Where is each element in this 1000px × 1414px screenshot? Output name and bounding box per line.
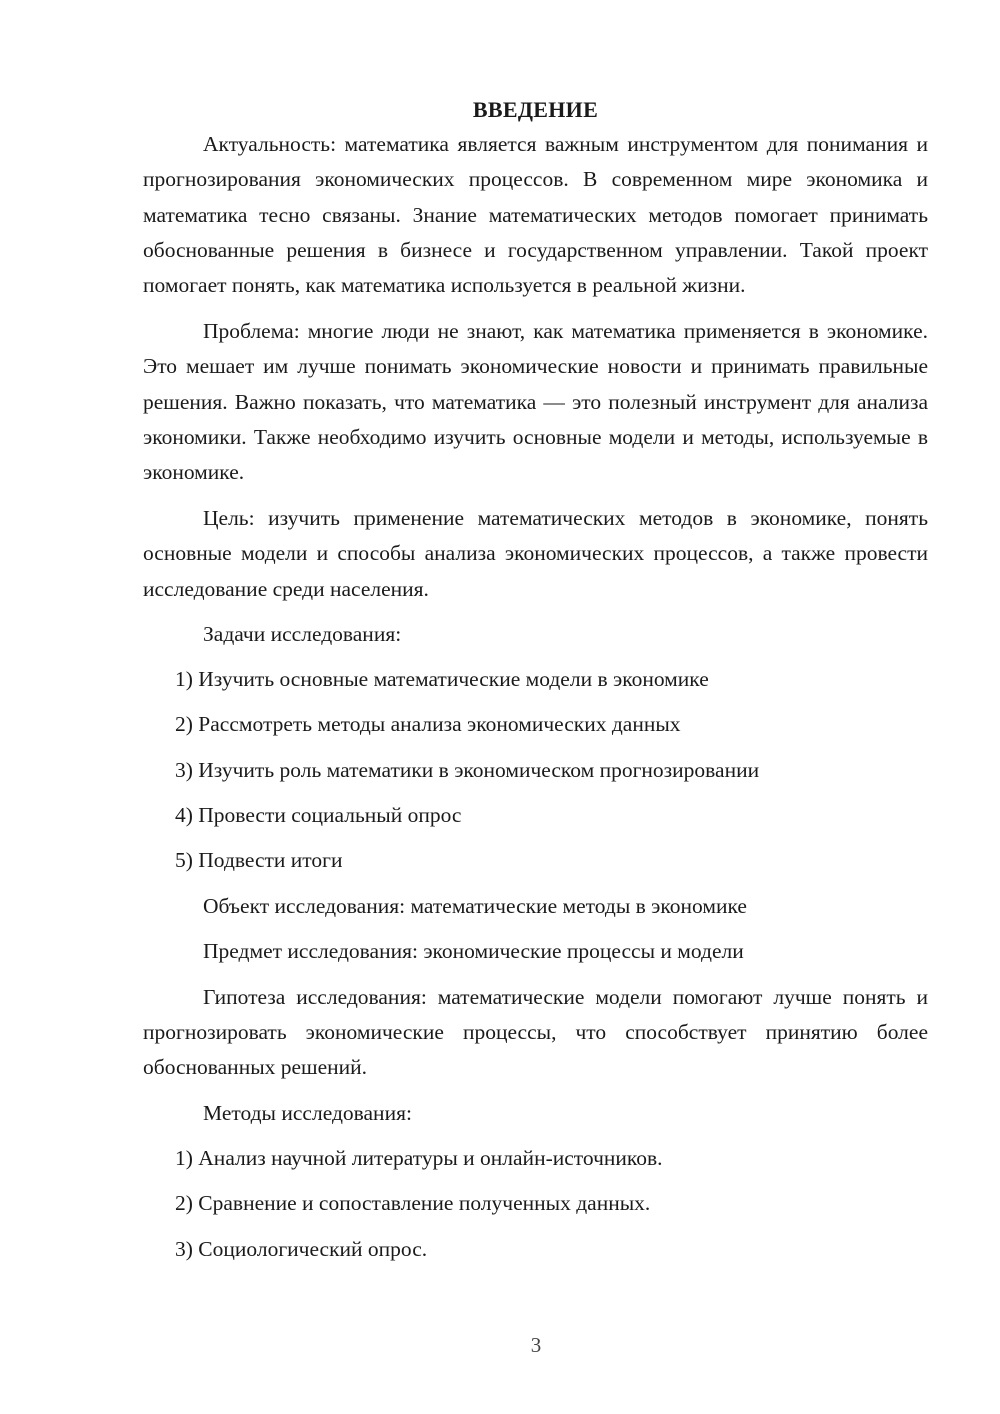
research-object: Объект исследования: математические методы в экономике <box>203 893 747 918</box>
method-item: 1) Анализ научной литературы и онлайн-источников. <box>175 1145 663 1170</box>
task-item: 5) Подвести итоги <box>175 848 343 873</box>
page-number: 3 <box>530 1333 542 1357</box>
task-item: 3) Изучить роль математики в экономическом прогнозировании <box>175 757 760 782</box>
paragraph-hypothesis: Гипотеза исследования: математические модели помогают лучше понять и прогнозировать экономические процессы, что способствует принятию более обоснованных решений. <box>143 984 928 1080</box>
method-item: 2) Сравнение и сопоставление полученных данных. <box>175 1191 651 1216</box>
method-item: 3) Социологический опрос. <box>175 1236 428 1261</box>
research-subject: Предмет исследования: экономические процессы и модели <box>203 938 744 963</box>
methods-heading: Методы исследования: <box>203 1100 412 1125</box>
task-item: 1) Изучить основные математические модели в экономике <box>175 667 709 692</box>
paragraph-relevance: Актуальность: математика является важным инструментом для понимания и прогнозирования экономических процессов. В современном мире экономика и математика тесно связаны. Знание математических методов помогает принимать обоснованные решения в бизнесе и государственном управлении. Такой проект помогает понять, как математика используется в реальной жизни. <box>143 132 928 298</box>
paragraph-problem: Проблема: многие люди не знают, как математика применяется в экономике. Это мешает им лучше понимать экономические новости и принимать правильные решения. Важно показать, что математика — это полезный инструмент для анализа экономики. Также необходимо изучить основные модели и методы, используемые в экономике. <box>143 318 928 485</box>
paragraph-goal: Цель: изучить применение математических методов в экономике, понять основные модели и способы анализа экономических процессов, а также провести исследование среди населения. <box>143 505 928 601</box>
document-page <box>143 92 928 1267</box>
page-title: ВВЕДЕНИЕ <box>472 97 599 122</box>
tasks-heading: Задачи исследования: <box>203 621 402 646</box>
task-item: 2) Рассмотреть методы анализа экономических данных <box>175 712 681 737</box>
task-item: 4) Провести социальный опрос <box>175 803 462 828</box>
